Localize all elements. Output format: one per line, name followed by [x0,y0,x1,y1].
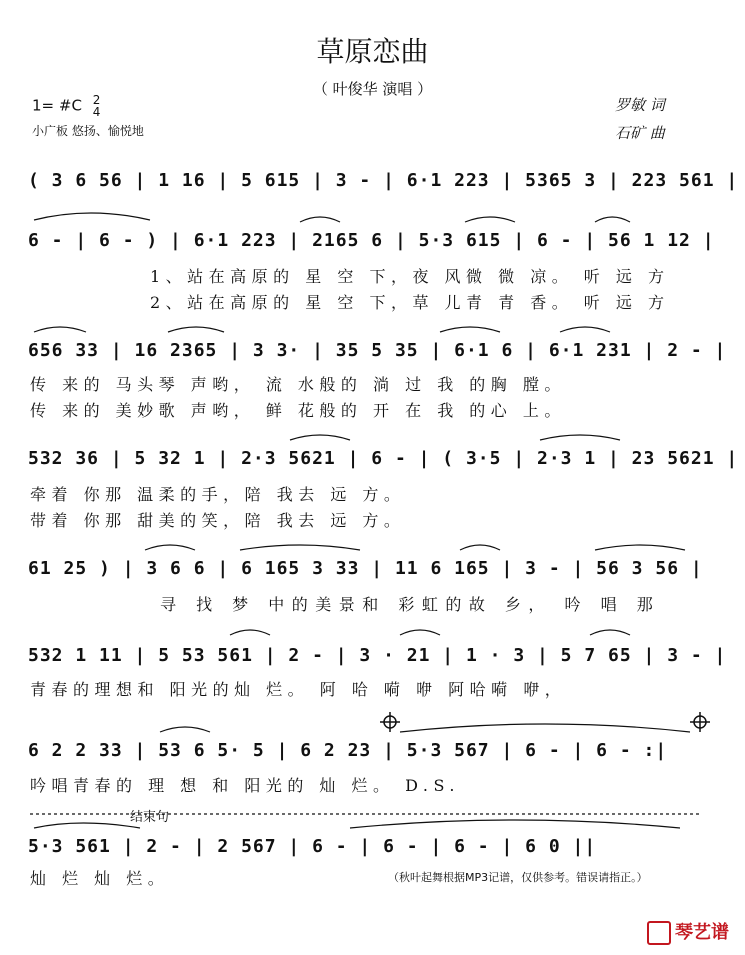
slur-mark [540,435,620,440]
site-logo [647,918,729,945]
score-line-4: 532 36 | 5 32 1 | 2·3 5621 | 6 - | ( 3·5 | 2·3 1 | 23 5621 | [28,448,739,469]
song-title: 草原恋曲 [316,35,429,68]
slur-mark [34,327,86,332]
logo-icon [647,921,671,945]
lyric-line-2a: 1、站在高原的 星 空 下，夜 风微 微 凉。 听 远 方 [150,267,670,286]
slur-mark [560,327,610,332]
lyric-line-3a: 传 来的 马头琴 声哟， 流 水般的 淌 过 我 的胸 膛。 [30,375,566,394]
lyric-line-4a: 牵着 你那 温柔的手，陪 我去 远 方。 [30,485,406,504]
slur-mark [240,545,360,550]
site-logo-label: 琴艺谱 [675,922,729,943]
slur-mark [290,435,350,440]
slur-mark [460,545,500,550]
slur-mark [590,630,630,635]
score-line-2: 6 - | 6 - ) | 6·1 223 | 2165 6 | 5·3 615 | 6 - | 56 1 12 | [28,230,715,251]
composer-credit: 石矿 曲 [615,124,665,142]
singer-credit: （ 叶俊华 演唱 ） [312,80,433,98]
lyricist-credit: 罗敏 词 [615,96,665,114]
score-line-3: 656 33 | 16 2365 | 3 3· | 35 5 35 | 6·1 6 | 6·1 231 | 2 - | [28,340,727,361]
slur-mark [34,213,150,220]
lyric-line-4b: 带着 你那 甜美的笑，陪 我去 远 方。 [30,511,406,530]
time-denominator: 4 [92,105,101,119]
ending-label: 结束句 [130,810,170,825]
slur-mark [400,630,440,635]
slur-mark [350,820,680,828]
score-line-5: 61 25 ) | 3 6 6 | 6 165 3 33 | 11 6 165 | 3 - | 56 3 56 | [28,558,703,579]
lyric-line-3b: 传 来的 美妙歌 声哟， 鲜 花般的 开 在 我 的心 上。 [30,401,566,420]
score-line-8: 5·3 561 | 2 - | 2 567 | 6 - | 6 - | 6 - | 6 0 || [28,836,597,857]
tempo-marking: 小广板 悠扬、愉悦地 [32,124,144,138]
score-line-7: 6 2 2 33 | 53 6 5· 5 | 6 2 23 | 5·3 567 | 6 - | 6 - :| [28,740,668,761]
time-numerator: 2 [92,93,101,107]
transcriber-note: （秋叶起舞根据MP3记谱，仅供参考。错误请指正。） [388,871,648,884]
score-line-6: 532 1 11 | 5 53 561 | 2 - | 3 · 21 | 1 · 3 | 5 7 65 | 3 - | [28,645,727,666]
lyric-line-2b: 2、站在高原的 星 空 下，草 儿青 青 香。 听 远 方 [150,293,670,312]
slur-mark [230,630,270,635]
slur-mark [595,545,685,550]
slur-mark [440,327,500,332]
lyric-line-7: 吟唱青春的 理 想 和 阳光的 灿 烂。 D.S. [30,776,460,795]
score-line-1: ( 3 6 56 | 1 16 | 5 615 | 3 - | 6·1 223 | 5365 3 | 223 561 | [28,170,739,191]
key-label: 1= #C [32,96,82,115]
slur-mark [168,327,224,332]
slur-mark [465,217,515,222]
slur-mark [145,545,195,550]
slur-mark [595,217,630,222]
lyric-line-6: 青春的理想和 阳光的灿 烂。 阿 哈 嗬 咿 阿哈嗬 咿， [30,680,567,699]
slur-mark [160,727,210,732]
lyric-line-5: 寻 找 梦 中的美景和 彩虹的故 乡， 吟 唱 那 [160,595,661,614]
slur-mark [34,823,140,828]
slur-mark [400,724,690,732]
lyric-line-8: 灿 烂 灿 烂。 [30,869,170,888]
slur-mark [300,217,340,222]
